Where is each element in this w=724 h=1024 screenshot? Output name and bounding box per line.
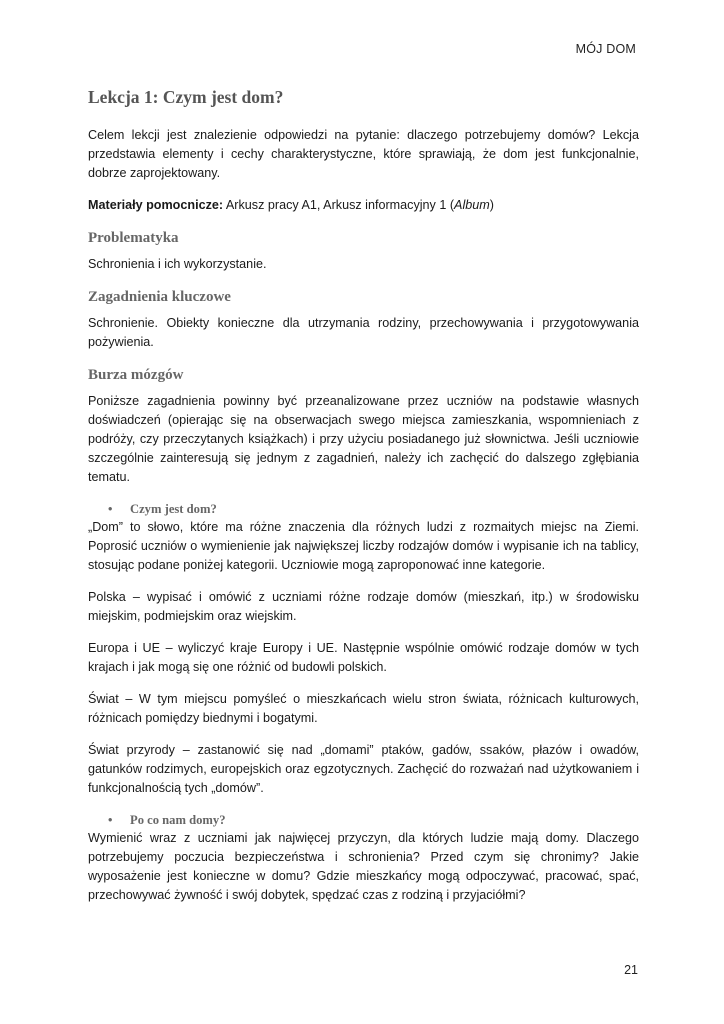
page-number: 21: [624, 963, 638, 977]
swiat-przyrody-paragraph: Świat przyrody – zastanowić się nad „domami” ptaków, gadów, ssaków, płazów i owadów, gatunków rodzimych, europejskich oraz egzotycznych. Zachęcić do rozważań nad użytkowaniem i funkcjonalnością tych „domów”.: [88, 743, 639, 795]
lesson-intro: Celem lekcji jest znalezienie odpowiedzi na pytanie: dlaczego potrzebujemy domów? Lekcja przedstawia elementy i cechy charakterystyczne, które sprawiają, że dom jest funkcjonalnie, dobrze zaprojektowany.: [88, 128, 639, 180]
materials-label: Materiały pomocnicze:: [88, 198, 224, 212]
materials-close: ): [489, 198, 494, 212]
heading-zagadnienia: Zagadnienia kluczowe: [88, 289, 231, 305]
materials-album: Album: [454, 198, 490, 212]
bullet-czym-jest-dom: [88, 500, 639, 518]
bullet-heading-text: Po co nam domy?: [130, 813, 226, 827]
running-header: MÓJ DOM: [575, 42, 636, 56]
bullet-po-co-nam-domy: [88, 811, 639, 829]
page-content: [88, 86, 639, 905]
burza-text: Poniższe zagadnienia powinny być przeanalizowane przez uczniów na podstawie własnych doświadczeń (opierając się na obserwacjach swego miejsca zamieszkania, wspomnieniach z podróży, czy przeczytanych książkach) i przy użyciu posiadanego już słownictwa. Jeśli uczniowie szczególnie zainteresują się jednym z zagadnień, należy ich zachęcić do dalszego zgłębiania tematu.: [88, 394, 639, 484]
bullet-dot: •: [108, 813, 113, 827]
polska-paragraph: Polska – wypisać i omówić z uczniami różne rodzaje domów (mieszkań, itp.) w środowisku miejskim, podmiejskim oraz wiejskim.: [88, 590, 639, 623]
heading-problematyka: Problematyka: [88, 230, 179, 246]
zagadnienia-text: Schronienie. Obiekty konieczne dla utrzymania rodziny, przechowywania i przygotowywania pożywienia.: [88, 316, 639, 349]
bullet-dot: •: [108, 502, 113, 516]
materials-line: [88, 196, 639, 215]
po-co-text: Wymienić wraz z uczniami jak najwięcej przyczyn, dla których ludzie mają domy. Dlaczego potrzebujemy poczucia bezpieczeństwa i schronienia? Przed czym się chronimy? Jakie wyposażenie jest konieczne w domu? Gdzie mieszkańcy mogą odpoczywać, pracować, spać, przechowywać żywność i swój dobytek, spędzać czas z rodziną i przyjaciółmi?: [88, 831, 639, 902]
heading-burza: Burza mózgów: [88, 367, 184, 383]
czym-jest-dom-text: „Dom” to słowo, które ma różne znaczenia dla różnych ludzi z rozmaitych miejsc na Ziemi. Poprosić uczniów o wymienienie jak największej liczby rodzajów domów i wypisanie ich na tablicy, stosując podane poniżej kategorii. Uczniowie mogą zaproponować inne kategorie.: [88, 520, 639, 572]
europa-paragraph: Europa i UE – wyliczyć kraje Europy i UE. Następnie wspólnie omówić rodzaje domów w tych krajach i jak mogą się one różnić od budowli polskich.: [88, 641, 639, 674]
swiat-paragraph: Świat – W tym miejscu pomyśleć o mieszkańcach wielu stron świata, różnicach kulturowych, różnicach pomiędzy biednymi i bogatymi.: [88, 692, 639, 725]
lesson-title: Lekcja 1: Czym jest dom?: [88, 87, 284, 107]
materials-text: Arkusz pracy A1, Arkusz informacyjny 1 (: [223, 198, 455, 212]
problematyka-text: Schronienia i ich wykorzystanie.: [88, 257, 267, 271]
bullet-heading-text: Czym jest dom?: [130, 502, 217, 516]
